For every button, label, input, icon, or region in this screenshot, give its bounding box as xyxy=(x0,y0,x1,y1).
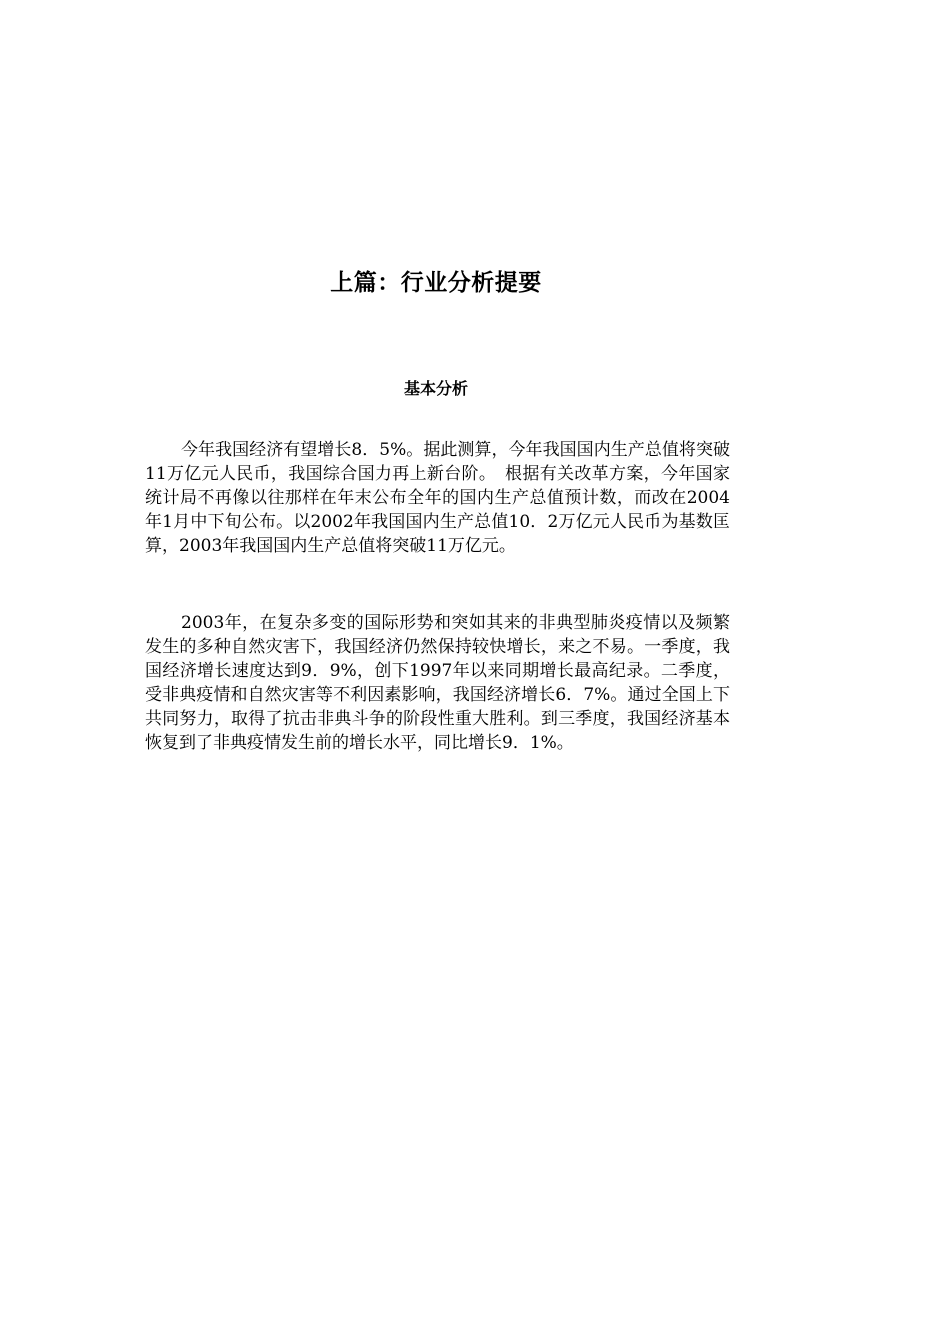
part-title: 上篇：行业分析提要 xyxy=(330,270,542,296)
paragraph-block-2 xyxy=(145,611,730,755)
body-paragraph: 今年我国经济有望增长8．5%。据此测算，今年我国国内生产总值将突破11万亿元人民币，我国综合国力再上新台阶。 根据有关改革方案，今年国家统计局不再像以往那样在年末公布全年的国内生产总值预计数，而改在2004年1月中下旬公布。以2002年我国国内生产总值10．2万亿元人民币为基数匡算，2003年我国国内生产总值将突破11万亿元。 xyxy=(145,440,730,556)
section-title: 基本分析 xyxy=(403,379,468,398)
body-paragraph: 2003年，在复杂多变的国际形势和突如其来的非典型肺炎疫情以及频繁发生的多种自然灾害下，我国经济仍然保持较快增长，来之不易。一季度，我国经济增长速度达到9．9%，创下1997年以来同期增长最高纪录。二季度，受非典疫情和自然灾害等不利因素影响，我国经济增长6．7%。通过全国上下共同努力，取得了抗击非典斗争的阶段性重大胜利。到三季度，我国经济基本恢复到了非典疫情发生前的增长水平，同比增长9．1%。 xyxy=(145,613,730,753)
paragraph-block-1 xyxy=(145,438,730,558)
